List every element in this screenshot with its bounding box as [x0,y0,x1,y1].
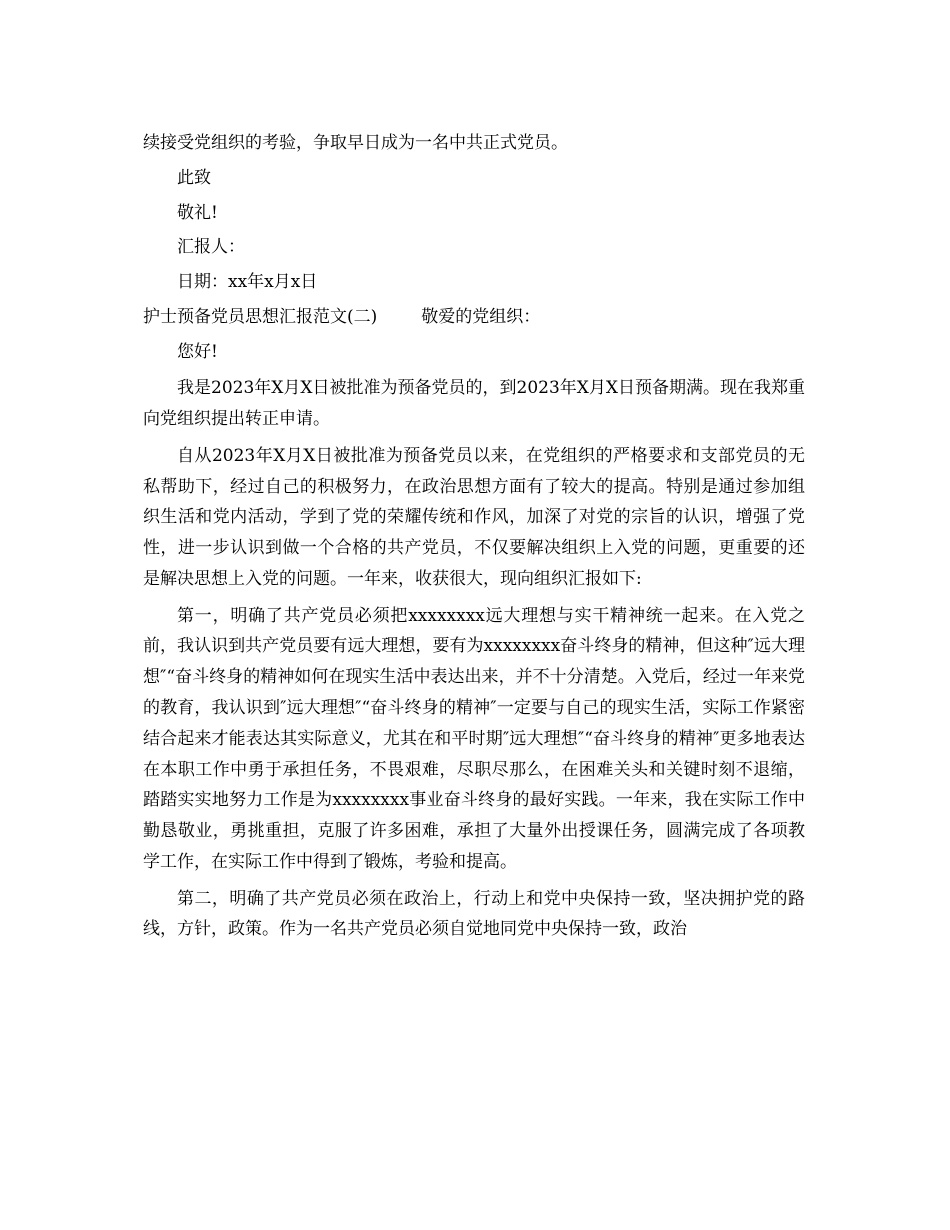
date-line: 日期：xx年x月x日 [177,272,318,293]
salutation: 敬爱的党组织： [421,306,541,327]
paragraph-second-point: 第二，明确了共产党员必须在政治上，行动上和党中央保持一致，坚决拥护党的路线，方针，政策。作为一名共产党员必须自觉地同党中央保持一致，政治 [143,888,805,940]
closing-jingli: 敬礼! [177,202,218,223]
section-title: 护士预备党员思想汇报范文(二) [143,306,378,327]
section-heading-line [143,302,805,333]
paragraph-continuation: 续接受党组织的考验，争取早日成为一名中共正式党员。 [143,133,568,153]
document-body [143,128,805,945]
paragraph-first-point: 第一，明确了共产党员必须把xxxxxxxx远大理想与实干精神统一起来。在入党之前，我认识到共产党员要有远大理想，要有为xxxxxxxx奋斗终身的精神，但这种″远大理想″“奋斗终身的精神如何在现实生活中表达出来，并不十分清楚。入党后，经过一年来党的教育，我认识到″远大理想″“奋斗终身的精神″一定要与自己的现实生活，实际工作紧密结合起来才能表达其实际意义，尤其在和平时期″远大理想″“奋斗终身的精神″更多地表达在本职工作中勇于承担任务，不畏艰难，尽职尽那么，在困难关头和关键时刻不退缩，踏踏实实地努力工作是为xxxxxxxx事业奋斗终身的最好实践。一年来，我在实际工作中勤恳敬业，勇挑重担，克服了许多困难，承担了大量外出授课任务，圆满完成了各项教学工作，在实际工作中得到了锻炼，考验和提高。 [143,605,805,872]
paragraph-application: 我是2023年X月X日被批准为预备党员的，到2023年X月X日预备期满。现在我郑重向党组织提出转正申请。 [143,378,805,430]
closing-cizhi: 此致 [177,167,211,188]
reporter-label: 汇报人： [177,237,245,258]
paragraph-progress: 自从2023年X月X日被批准为预备党员以来，在党组织的严格要求和支部党员的无私帮助下，经过自己的积极努力，在政治思想方面有了较大的提高。特别是通过参加组织生活和党内活动，学到了党的荣耀传统和作风，加深了对党的宗旨的认识，增强了党性，进一步认识到做一个合格的共产党员，不仅要解决组织上入党的问题，更重要的还是解决思想上入党的问题。一年来，收获很大，现向组织汇报如下: [143,445,805,589]
greeting: 您好! [177,341,218,362]
